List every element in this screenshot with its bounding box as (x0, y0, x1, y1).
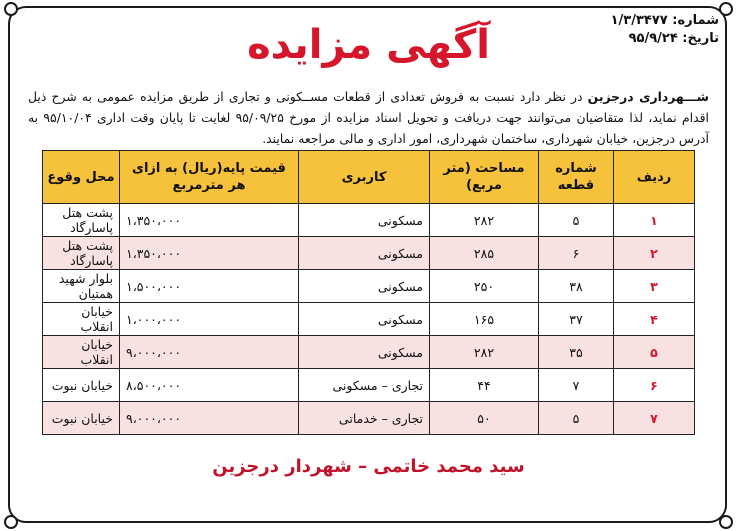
signature-line: سید محمد خاتمی – شهردار درجزین (212, 456, 525, 477)
cell-area: ۲۸۲ (430, 204, 539, 237)
cell-area: ۲۸۵ (430, 237, 539, 270)
cell-usage: مسکونی (299, 237, 430, 270)
corner-ornament (719, 515, 733, 529)
organization-name: شـــهرداری درجزین (587, 89, 709, 104)
cell-location: بلوار شهید همتیان (43, 270, 120, 303)
cell-usage: مسکونی (299, 303, 430, 336)
cell-location: خیابان نبوت (43, 402, 120, 435)
corner-ornament (719, 2, 733, 16)
intro-paragraph (28, 86, 709, 149)
table-row (43, 204, 695, 237)
cell-base-price: ۹،۰۰۰،۰۰۰ (120, 336, 299, 369)
cell-plot-number: ۳۷ (539, 303, 614, 336)
cell-base-price: ۱،۵۰۰،۰۰۰ (120, 270, 299, 303)
cell-area: ۱۶۵ (430, 303, 539, 336)
cell-base-price: ۱،۳۵۰،۰۰۰ (120, 204, 299, 237)
cell-location: پشت هتل پاسارگاد (43, 204, 120, 237)
cell-plot-number: ۷ (539, 369, 614, 402)
reference-date: تاریخ: ۹۵/۹/۲۴ (628, 31, 719, 46)
cell-base-price: ۹،۰۰۰،۰۰۰ (120, 402, 299, 435)
corner-ornament (4, 515, 18, 529)
cell-base-price: ۱،۳۵۰،۰۰۰ (120, 237, 299, 270)
cell-row-number: ۱ (614, 204, 695, 237)
table-row (43, 369, 695, 402)
table-row (43, 336, 695, 369)
table-row (43, 402, 695, 435)
header-area: مساحت (متر مربع) (430, 151, 539, 204)
cell-area: ۲۵۰ (430, 270, 539, 303)
cell-location: خیابان انقلاب (43, 303, 120, 336)
page-title: آگهی مزایده (247, 22, 490, 68)
cell-usage: مسکونی (299, 270, 430, 303)
cell-location: خیابان انقلاب (43, 336, 120, 369)
cell-location: پشت هتل پاسارگاد (43, 237, 120, 270)
auction-table (42, 150, 695, 435)
reference-number: شماره: ۱/۳/۳۴۷۷ (610, 13, 719, 28)
cell-location: خیابان نبوت (43, 369, 120, 402)
cell-row-number: ۵ (614, 336, 695, 369)
table-row (43, 270, 695, 303)
cell-usage: تجاری – خدماتی (299, 402, 430, 435)
cell-usage: مسکونی (299, 204, 430, 237)
cell-plot-number: ۵ (539, 402, 614, 435)
cell-plot-number: ۶ (539, 237, 614, 270)
header-location: محل وقوع (43, 151, 120, 204)
table-header-row (43, 151, 695, 204)
cell-row-number: ۷ (614, 402, 695, 435)
cell-plot-number: ۵ (539, 204, 614, 237)
cell-usage: تجاری – مسکونی (299, 369, 430, 402)
intro-body: در نظر دارد نسبت به فروش تعدادی از قطعات مســکونی و تجاری از طریق مزایده عمومی به شرح ذیل اقدام نماید، لذا متقاضیان می‌توانند جهت دریافت و تحویل اسناد مزایده از مورخ ۹۵/۰۹/۲۵ لغایت تا پایان وقت اداری ۹۵/۱۰/۰۴ به آدرس درجزین، خیابان شهرداری، ساختمان شهرداری، امور اداری و مالی مراجعه نمایند. (28, 89, 709, 146)
header-base-price: قیمت پایه(ریال) به ازای هر مترمربع (120, 151, 299, 204)
header-usage: کاربری (299, 151, 430, 204)
cell-area: ۴۴ (430, 369, 539, 402)
cell-plot-number: ۳۸ (539, 270, 614, 303)
header-row-number: ردیف (614, 151, 695, 204)
cell-row-number: ۳ (614, 270, 695, 303)
cell-area: ۵۰ (430, 402, 539, 435)
cell-base-price: ۸،۵۰۰،۰۰۰ (120, 369, 299, 402)
cell-base-price: ۱،۰۰۰،۰۰۰ (120, 303, 299, 336)
cell-row-number: ۴ (614, 303, 695, 336)
header-plot-number: شماره قطعه (539, 151, 614, 204)
cell-usage: مسکونی (299, 336, 430, 369)
table-row (43, 237, 695, 270)
cell-row-number: ۶ (614, 369, 695, 402)
cell-plot-number: ۳۵ (539, 336, 614, 369)
corner-ornament (4, 2, 18, 16)
table-row (43, 303, 695, 336)
cell-row-number: ۲ (614, 237, 695, 270)
cell-area: ۲۸۲ (430, 336, 539, 369)
